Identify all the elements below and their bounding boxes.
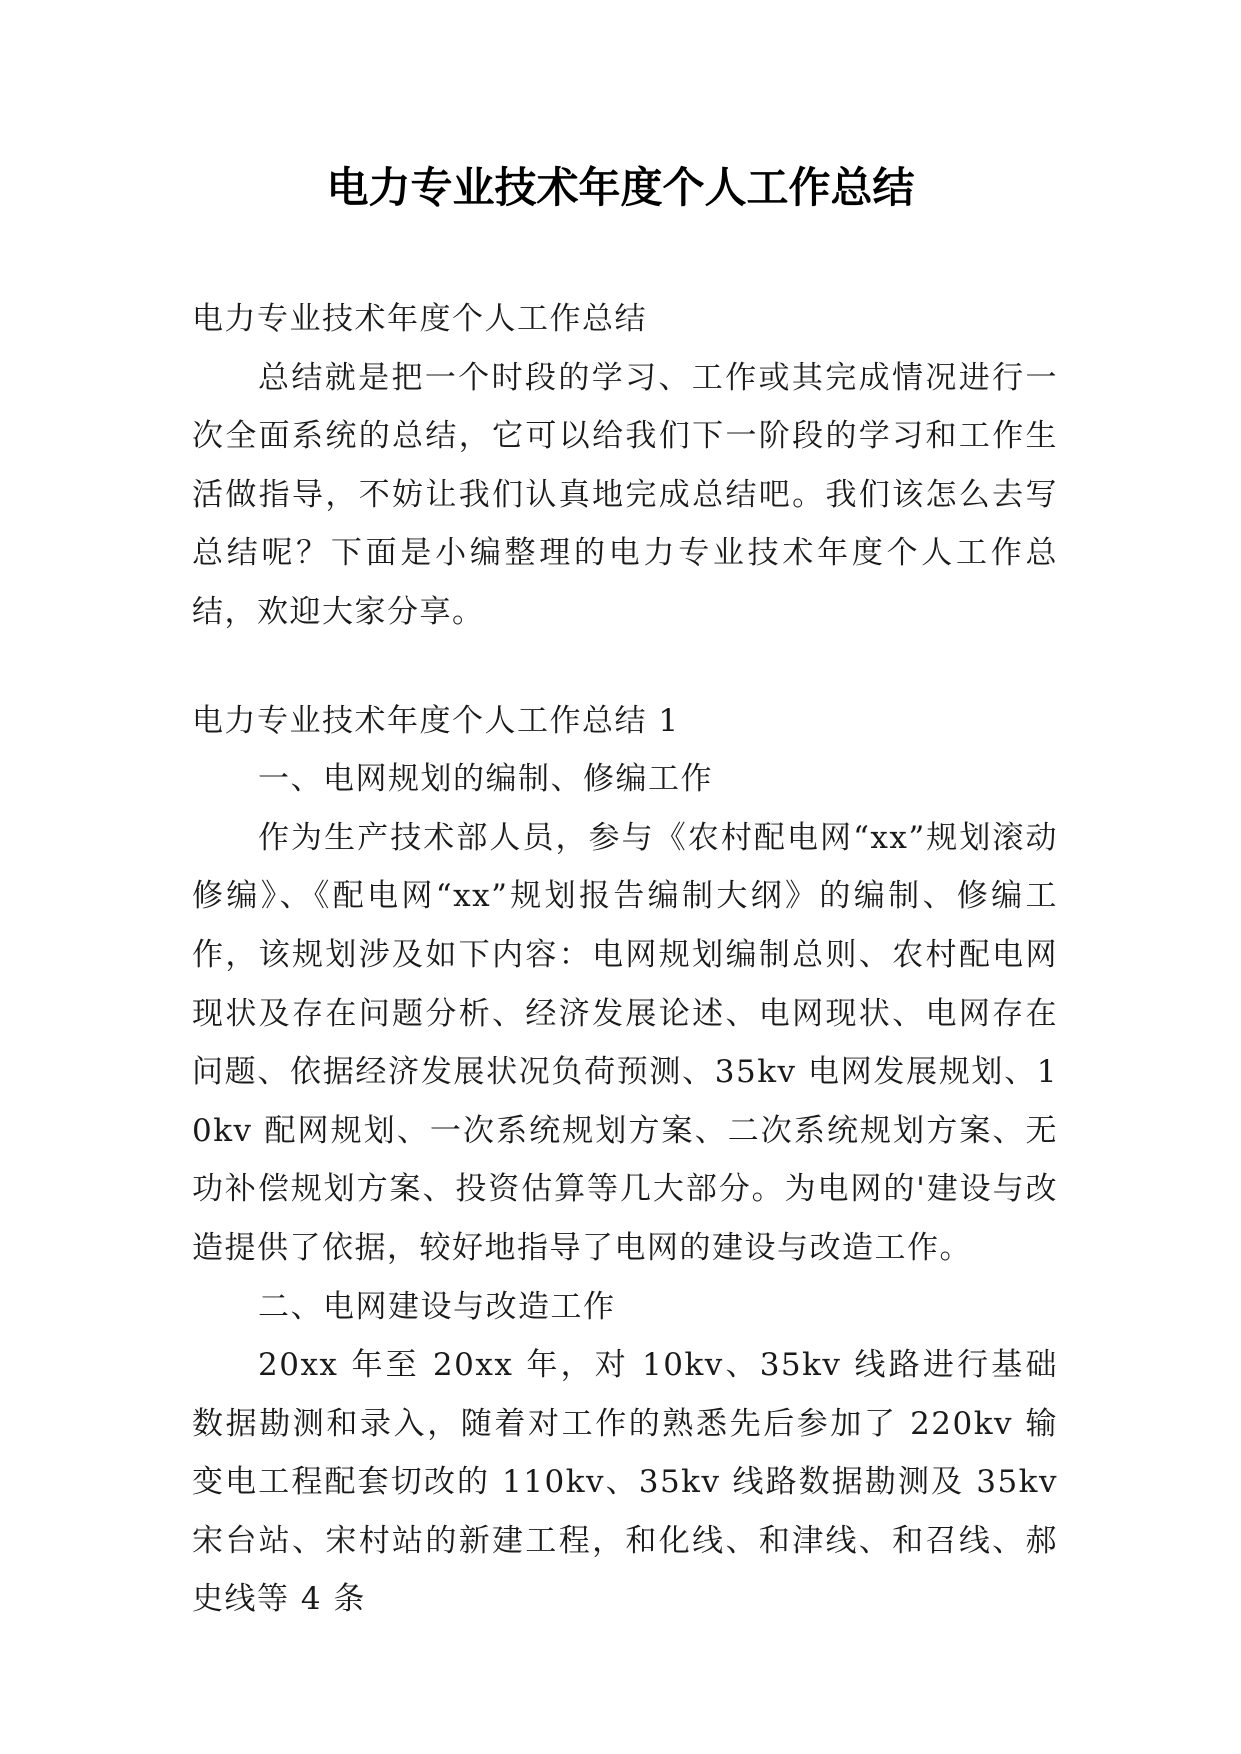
body-paragraph-2: 20xx 年至 20xx 年，对 10kv、35kv 线路进行基础数据勘测和录入，随着对工作的熟悉先后参加了 220kv 输变电工程配套切改的 110kv、35kv 线路数据勘测及 35kv 宋台站、宋村站的新建工程，和化线、和津线、和召线、郝史线等 4 条 xyxy=(192,1347,1058,1618)
subtitle-paragraph: 电力专业技术年度个人工作总结 xyxy=(192,301,647,337)
subsection-heading-2: 二、电网建设与改造工作 xyxy=(258,1288,616,1325)
document-body xyxy=(192,290,1058,1629)
document-title: 电力专业技术年度个人工作总结 xyxy=(326,163,915,212)
body-paragraph-1: 作为生产技术部人员，参与《农村配电网“xx”规划滚动修编》、《配电网“xx”规划报告编制大纲》的编制、修编工作，该规划涉及如下内容：电网规划编制总则、农村配电网现状及存在问题分析、经济发展论述、电网现状、电网存在问题、依据经济发展状况负荷预测、35kv 电网发展规划、10kv 配网规划、一次系统规划方案、二次系统规划方案、无功补偿规划方案、投资估算等几大部分。为电网的'建设与改造提供了依据，较好地指导了电网的建设与改造工作。 xyxy=(192,819,1058,1266)
subsection-heading-1: 一、电网规划的编制、修编工作 xyxy=(258,761,713,798)
section-heading: 电力专业技术年度个人工作总结 1 xyxy=(192,702,680,739)
intro-paragraph: 总结就是把一个时段的学习、工作或其完成情况进行一次全面系统的总结，它可以给我们下一阶段的学习和工作生活做指导，不妨让我们认真地完成总结吧。我们该怎么去写总结呢？下面是小编整理的电力专业技术年度个人工作总结，欢迎大家分享。 xyxy=(192,359,1058,630)
